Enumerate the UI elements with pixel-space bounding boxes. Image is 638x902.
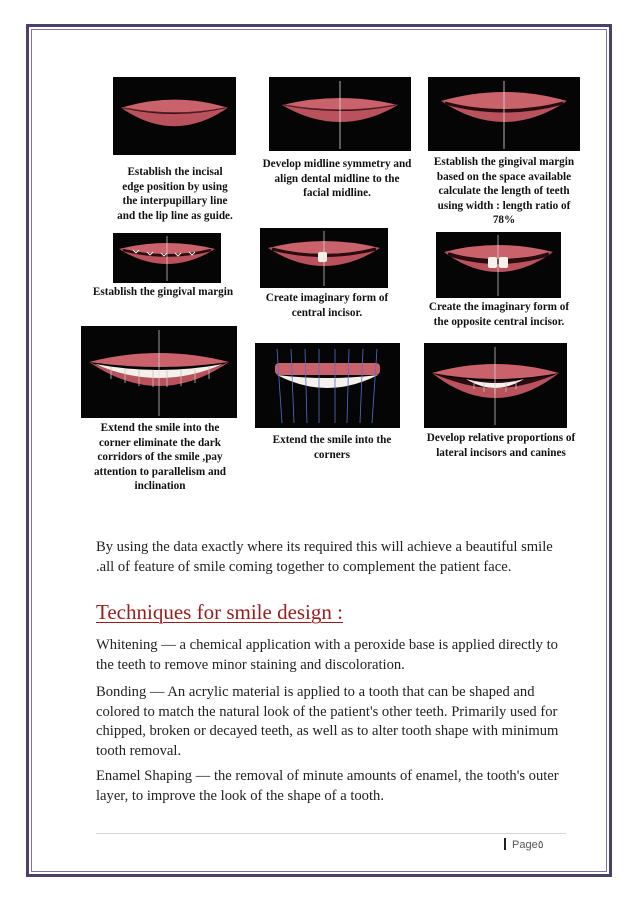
intro-paragraph: By using the data exactly where its required this will achieve a beautiful smile .all of feature of smile coming together to complement the patient face. xyxy=(96,539,553,575)
smile-proportions-icon xyxy=(424,343,567,428)
caption-3: Establish the gingival margin based on the space available calculate the length of teeth using width : length ratio of 78% xyxy=(433,156,575,227)
smile-midline-icon xyxy=(269,77,411,151)
caption-2: Develop midline symmetry and align dental midline to the facial midline. xyxy=(262,158,412,200)
caption-5: Create imaginary form of central incisor. xyxy=(265,292,389,319)
smile-gingival-margin-icon xyxy=(113,233,221,283)
smile-central-incisor-icon xyxy=(260,228,388,288)
enamel-shaping-paragraph: Enamel Shaping — the removal of minute amounts of enamel, the tooth's outer layer, to improve the look of the shape of a tooth. xyxy=(96,768,559,804)
page-bar-icon xyxy=(504,838,506,850)
page-number xyxy=(504,838,544,851)
smile-figure-1 xyxy=(113,77,236,155)
smile-figure-6 xyxy=(436,232,561,298)
smile-figure-4 xyxy=(113,233,221,283)
section-heading: Techniques for smile design : xyxy=(96,600,343,624)
smile-figure-2 xyxy=(269,77,411,151)
caption-6: Create the imaginary form of the opposite central incisor. xyxy=(428,301,570,328)
smile-lips-closed-icon xyxy=(113,77,236,155)
smile-figure-7 xyxy=(81,326,237,418)
smile-figure-5 xyxy=(260,228,388,288)
caption-9: Develop relative proportions of lateral incisors and canines xyxy=(426,432,576,459)
smile-gingival-icon xyxy=(428,77,580,151)
whitening-paragraph: Whitening — a chemical application with a peroxide base is applied directly to the teeth to remove minor staining and discoloration. xyxy=(96,637,558,673)
smile-opposite-incisor-icon xyxy=(436,232,561,298)
smile-figure-8 xyxy=(255,343,400,428)
page-number-value: ٥ xyxy=(537,839,544,851)
page-label: Page xyxy=(512,839,538,851)
bonding-paragraph: Bonding — An acrylic material is applied to a tooth that can be shaped and colored to match the natural look of the patient's other teeth. Primarily used for chipped, broken or decayed teeth, as well as to alter tooth shape with minimum tooth removal. xyxy=(96,684,559,759)
smile-figure-3 xyxy=(428,77,580,151)
caption-1: Establish the incisal edge position by using the interpupillary line and the lip line as guide. xyxy=(117,166,233,222)
caption-8: Extend the smile into the corners xyxy=(272,434,392,461)
smile-teeth-grid-icon xyxy=(255,343,400,428)
smile-figure-9 xyxy=(424,343,567,428)
caption-4: Establish the gingival margin xyxy=(92,286,234,298)
caption-7: Extend the smile into the corner eliminate the dark corridors of the smile ,pay attention to parallelism and inclination xyxy=(93,422,227,493)
smile-full-icon xyxy=(81,326,237,418)
footer-divider xyxy=(96,833,566,834)
